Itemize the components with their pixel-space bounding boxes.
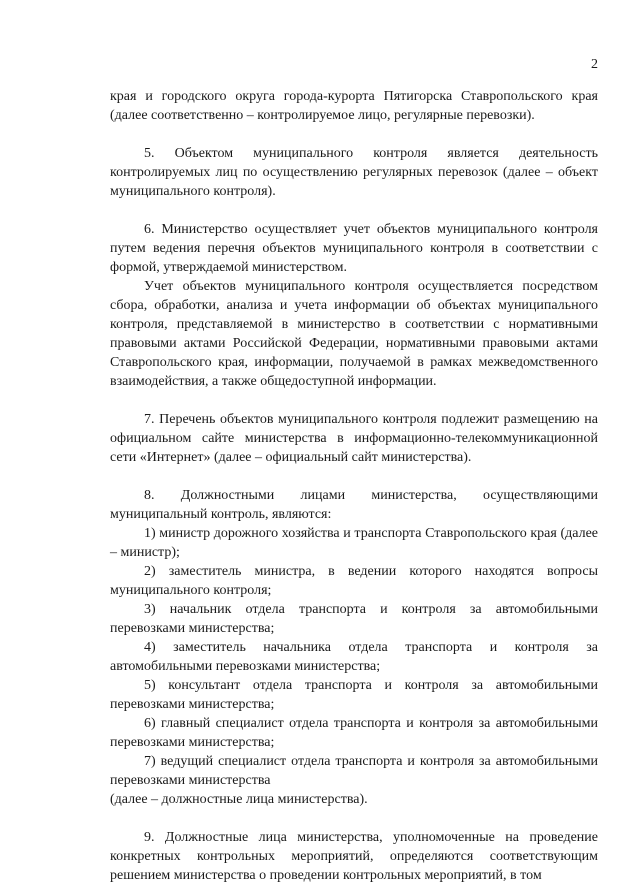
paragraph: 6. Министерство осуществляет учет объектов муниципального контроля путем ведения перечня объектов муниципального контроля в соответствии с формой, утверждаемой министерством.: [110, 222, 598, 275]
paragraph: (далее – должностные лица министерства).: [110, 792, 368, 807]
paragraph: 5. Объектом муниципального контроля является деятельность контролируемых лиц по осуществлению регулярных перевозок (далее – объект муниципального контроля).: [110, 146, 598, 199]
paragraph: 5) консультант отдела транспорта и контроля за автомобильными перевозками министерства;: [110, 678, 598, 712]
paragraph: 4) заместитель начальника отдела транспорта и контроля за автомобильными перевозками министерства;: [110, 640, 598, 674]
paragraph: 7. Перечень объектов муниципального контроля подлежит размещению на официальном сайте министерства в информационно-телекоммуникационной сети «Интернет» (далее – официальный сайт министерства).: [110, 412, 598, 465]
paragraph: 3) начальник отдела транспорта и контроля за автомобильными перевозками министерства;: [110, 602, 598, 636]
paragraph: 1) министр дорожного хозяйства и транспорта Ставропольского края (далее – министр);: [110, 526, 598, 560]
paragraph: 7) ведущий специалист отдела транспорта и контроля за автомобильными перевозками министерства: [110, 754, 598, 788]
paragraph: края и городского округа города-курорта Пятигорска Ставропольского края (далее соответственно – контролируемое лицо, регулярные перевозки).: [110, 89, 598, 123]
document-body: [110, 87, 598, 885]
paragraph: Учет объектов муниципального контроля осуществляется посредством сбора, обработки, анализа и учета информации об объектах муниципального контроля, представляемой в министерство в соответствии с нормативными правовыми актами Российской Федерации, нормативными правовыми актами Ставропольского края, информации, получаемой в рамках межведомственного взаимодействия, а также общедоступной информации.: [110, 279, 598, 389]
paragraph: 2) заместитель министра, в ведении которого находятся вопросы муниципального контроля;: [110, 564, 598, 598]
paragraph: 6) главный специалист отдела транспорта и контроля за автомобильными перевозками министерства;: [110, 716, 598, 750]
paragraph: 9. Должностные лица министерства, уполномоченные на проведение конкретных контрольных мероприятий, определяются соответствующим решением министерства о проведении контрольных мероприятий, в том: [110, 830, 598, 883]
paragraph: 8. Должностными лицами министерства, осуществляющими муниципальный контроль, являются:: [110, 488, 598, 522]
page-number: 2: [591, 57, 598, 72]
